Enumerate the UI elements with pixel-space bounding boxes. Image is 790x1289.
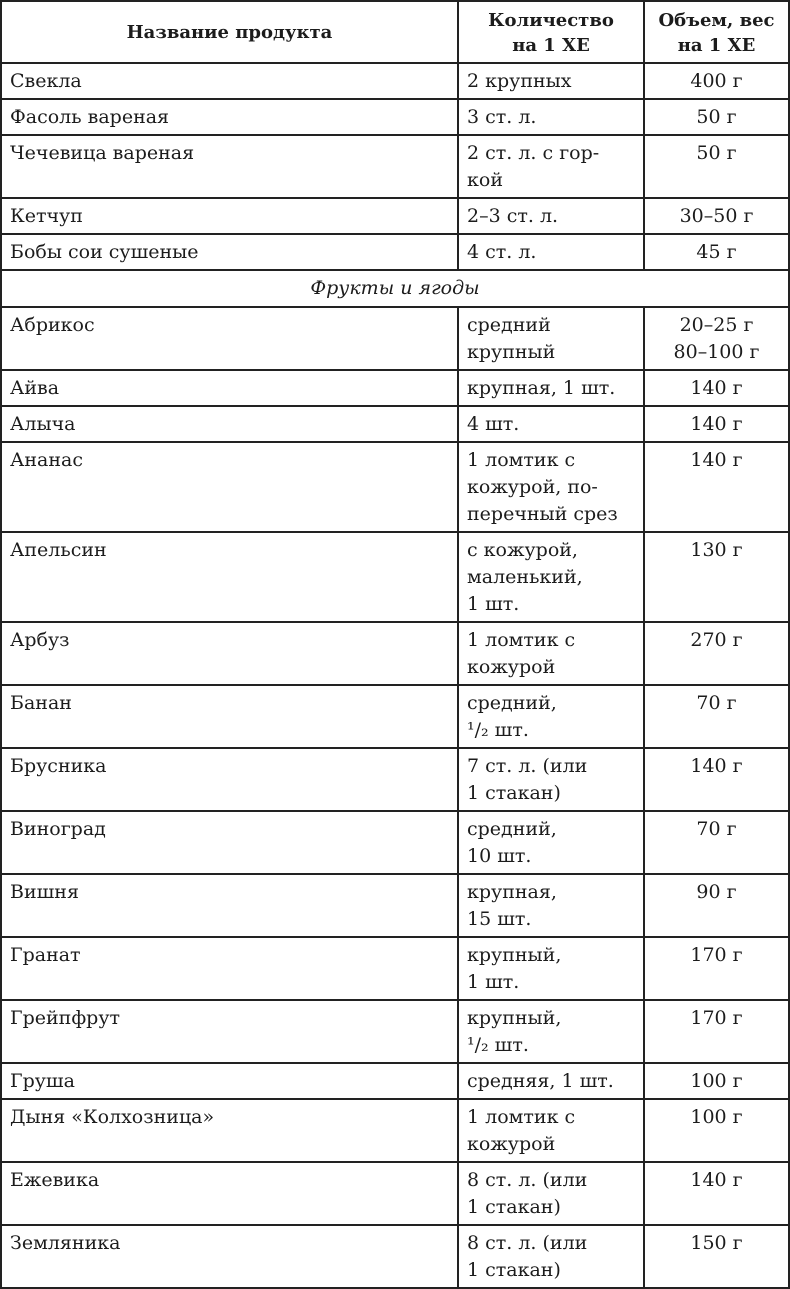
- section-title: Фрукты и ягоды: [1, 270, 789, 307]
- cell-product-name: Алыча: [1, 406, 458, 442]
- table-row: [1, 937, 789, 1000]
- section-row: [1, 270, 789, 307]
- table-row: [1, 874, 789, 937]
- cell-product-name: Виноград: [1, 811, 458, 874]
- cell-quantity: 1 ломтик с кожурой: [458, 1099, 644, 1162]
- cell-weight: 140 г: [644, 1162, 789, 1225]
- table-row: [1, 99, 789, 135]
- cell-quantity: 1 ломтик с кожурой: [458, 622, 644, 685]
- cell-quantity: средний, ¹/₂ шт.: [458, 685, 644, 748]
- table-row: [1, 198, 789, 234]
- cell-quantity: 4 ст. л.: [458, 234, 644, 270]
- cell-quantity: 2 ст. л. с гор- кой: [458, 135, 644, 198]
- cell-weight: 140 г: [644, 370, 789, 406]
- cell-weight: 140 г: [644, 406, 789, 442]
- cell-quantity: крупный, 1 шт.: [458, 937, 644, 1000]
- cell-weight: 400 г: [644, 63, 789, 99]
- cell-product-name: Чечевица вареная: [1, 135, 458, 198]
- header-quantity: Количество на 1 ХЕ: [458, 1, 644, 63]
- cell-quantity: крупная, 1 шт.: [458, 370, 644, 406]
- table-row: [1, 135, 789, 198]
- table-row: [1, 748, 789, 811]
- cell-product-name: Банан: [1, 685, 458, 748]
- cell-product-name: Брусника: [1, 748, 458, 811]
- table-row: [1, 1063, 789, 1099]
- cell-weight: 45 г: [644, 234, 789, 270]
- cell-product-name: Абрикос: [1, 307, 458, 370]
- table-row: [1, 234, 789, 270]
- cell-weight: 270 г: [644, 622, 789, 685]
- header-product-name: Название продукта: [1, 1, 458, 63]
- cell-product-name: Земляника: [1, 1225, 458, 1288]
- cell-quantity: крупный, ¹/₂ шт.: [458, 1000, 644, 1063]
- table-row: [1, 442, 789, 532]
- cell-weight: 170 г: [644, 937, 789, 1000]
- table-row: [1, 811, 789, 874]
- table-header-row: [1, 1, 789, 63]
- cell-product-name: Грейпфрут: [1, 1000, 458, 1063]
- cell-product-name: Бобы сои сушеные: [1, 234, 458, 270]
- cell-quantity: с кожурой, маленький, 1 шт.: [458, 532, 644, 622]
- cell-product-name: Айва: [1, 370, 458, 406]
- cell-product-name: Свекла: [1, 63, 458, 99]
- table-row: [1, 1000, 789, 1063]
- cell-weight: 100 г: [644, 1099, 789, 1162]
- cell-quantity: крупная, 15 шт.: [458, 874, 644, 937]
- table-row: [1, 370, 789, 406]
- cell-quantity: 8 ст. л. (или 1 стакан): [458, 1225, 644, 1288]
- cell-product-name: Апельсин: [1, 532, 458, 622]
- table-row: [1, 63, 789, 99]
- table-row: [1, 1162, 789, 1225]
- cell-product-name: Арбуз: [1, 622, 458, 685]
- table-row: [1, 1225, 789, 1288]
- table-row: [1, 406, 789, 442]
- cell-product-name: Груша: [1, 1063, 458, 1099]
- cell-quantity: 4 шт.: [458, 406, 644, 442]
- cell-weight: 50 г: [644, 135, 789, 198]
- table-row: [1, 622, 789, 685]
- cell-quantity: 3 ст. л.: [458, 99, 644, 135]
- cell-quantity: 1 ломтик с кожурой, по- перечный срез: [458, 442, 644, 532]
- cell-product-name: Гранат: [1, 937, 458, 1000]
- cell-weight: 90 г: [644, 874, 789, 937]
- table-row: [1, 532, 789, 622]
- cell-weight: 140 г: [644, 442, 789, 532]
- cell-weight: 30–50 г: [644, 198, 789, 234]
- cell-weight: 150 г: [644, 1225, 789, 1288]
- table-row: [1, 685, 789, 748]
- cell-quantity: средний, 10 шт.: [458, 811, 644, 874]
- cell-weight: 140 г: [644, 748, 789, 811]
- cell-weight: 70 г: [644, 685, 789, 748]
- header-weight: Объем, вес на 1 ХЕ: [644, 1, 789, 63]
- cell-weight: 70 г: [644, 811, 789, 874]
- cell-quantity: 8 ст. л. (или 1 стакан): [458, 1162, 644, 1225]
- cell-weight: 20–25 г 80–100 г: [644, 307, 789, 370]
- cell-product-name: Фасоль вареная: [1, 99, 458, 135]
- cell-product-name: Кетчуп: [1, 198, 458, 234]
- table-row: [1, 1099, 789, 1162]
- cell-quantity: средний крупный: [458, 307, 644, 370]
- table-row: [1, 307, 789, 370]
- cell-quantity: 2 крупных: [458, 63, 644, 99]
- cell-product-name: Дыня «Колхозница»: [1, 1099, 458, 1162]
- cell-quantity: 2–3 ст. л.: [458, 198, 644, 234]
- cell-product-name: Вишня: [1, 874, 458, 937]
- cell-weight: 50 г: [644, 99, 789, 135]
- cell-quantity: 7 ст. л. (или 1 стакан): [458, 748, 644, 811]
- cell-quantity: средняя, 1 шт.: [458, 1063, 644, 1099]
- cell-weight: 170 г: [644, 1000, 789, 1063]
- cell-product-name: Ежевика: [1, 1162, 458, 1225]
- cell-weight: 100 г: [644, 1063, 789, 1099]
- cell-weight: 130 г: [644, 532, 789, 622]
- cell-product-name: Ананас: [1, 442, 458, 532]
